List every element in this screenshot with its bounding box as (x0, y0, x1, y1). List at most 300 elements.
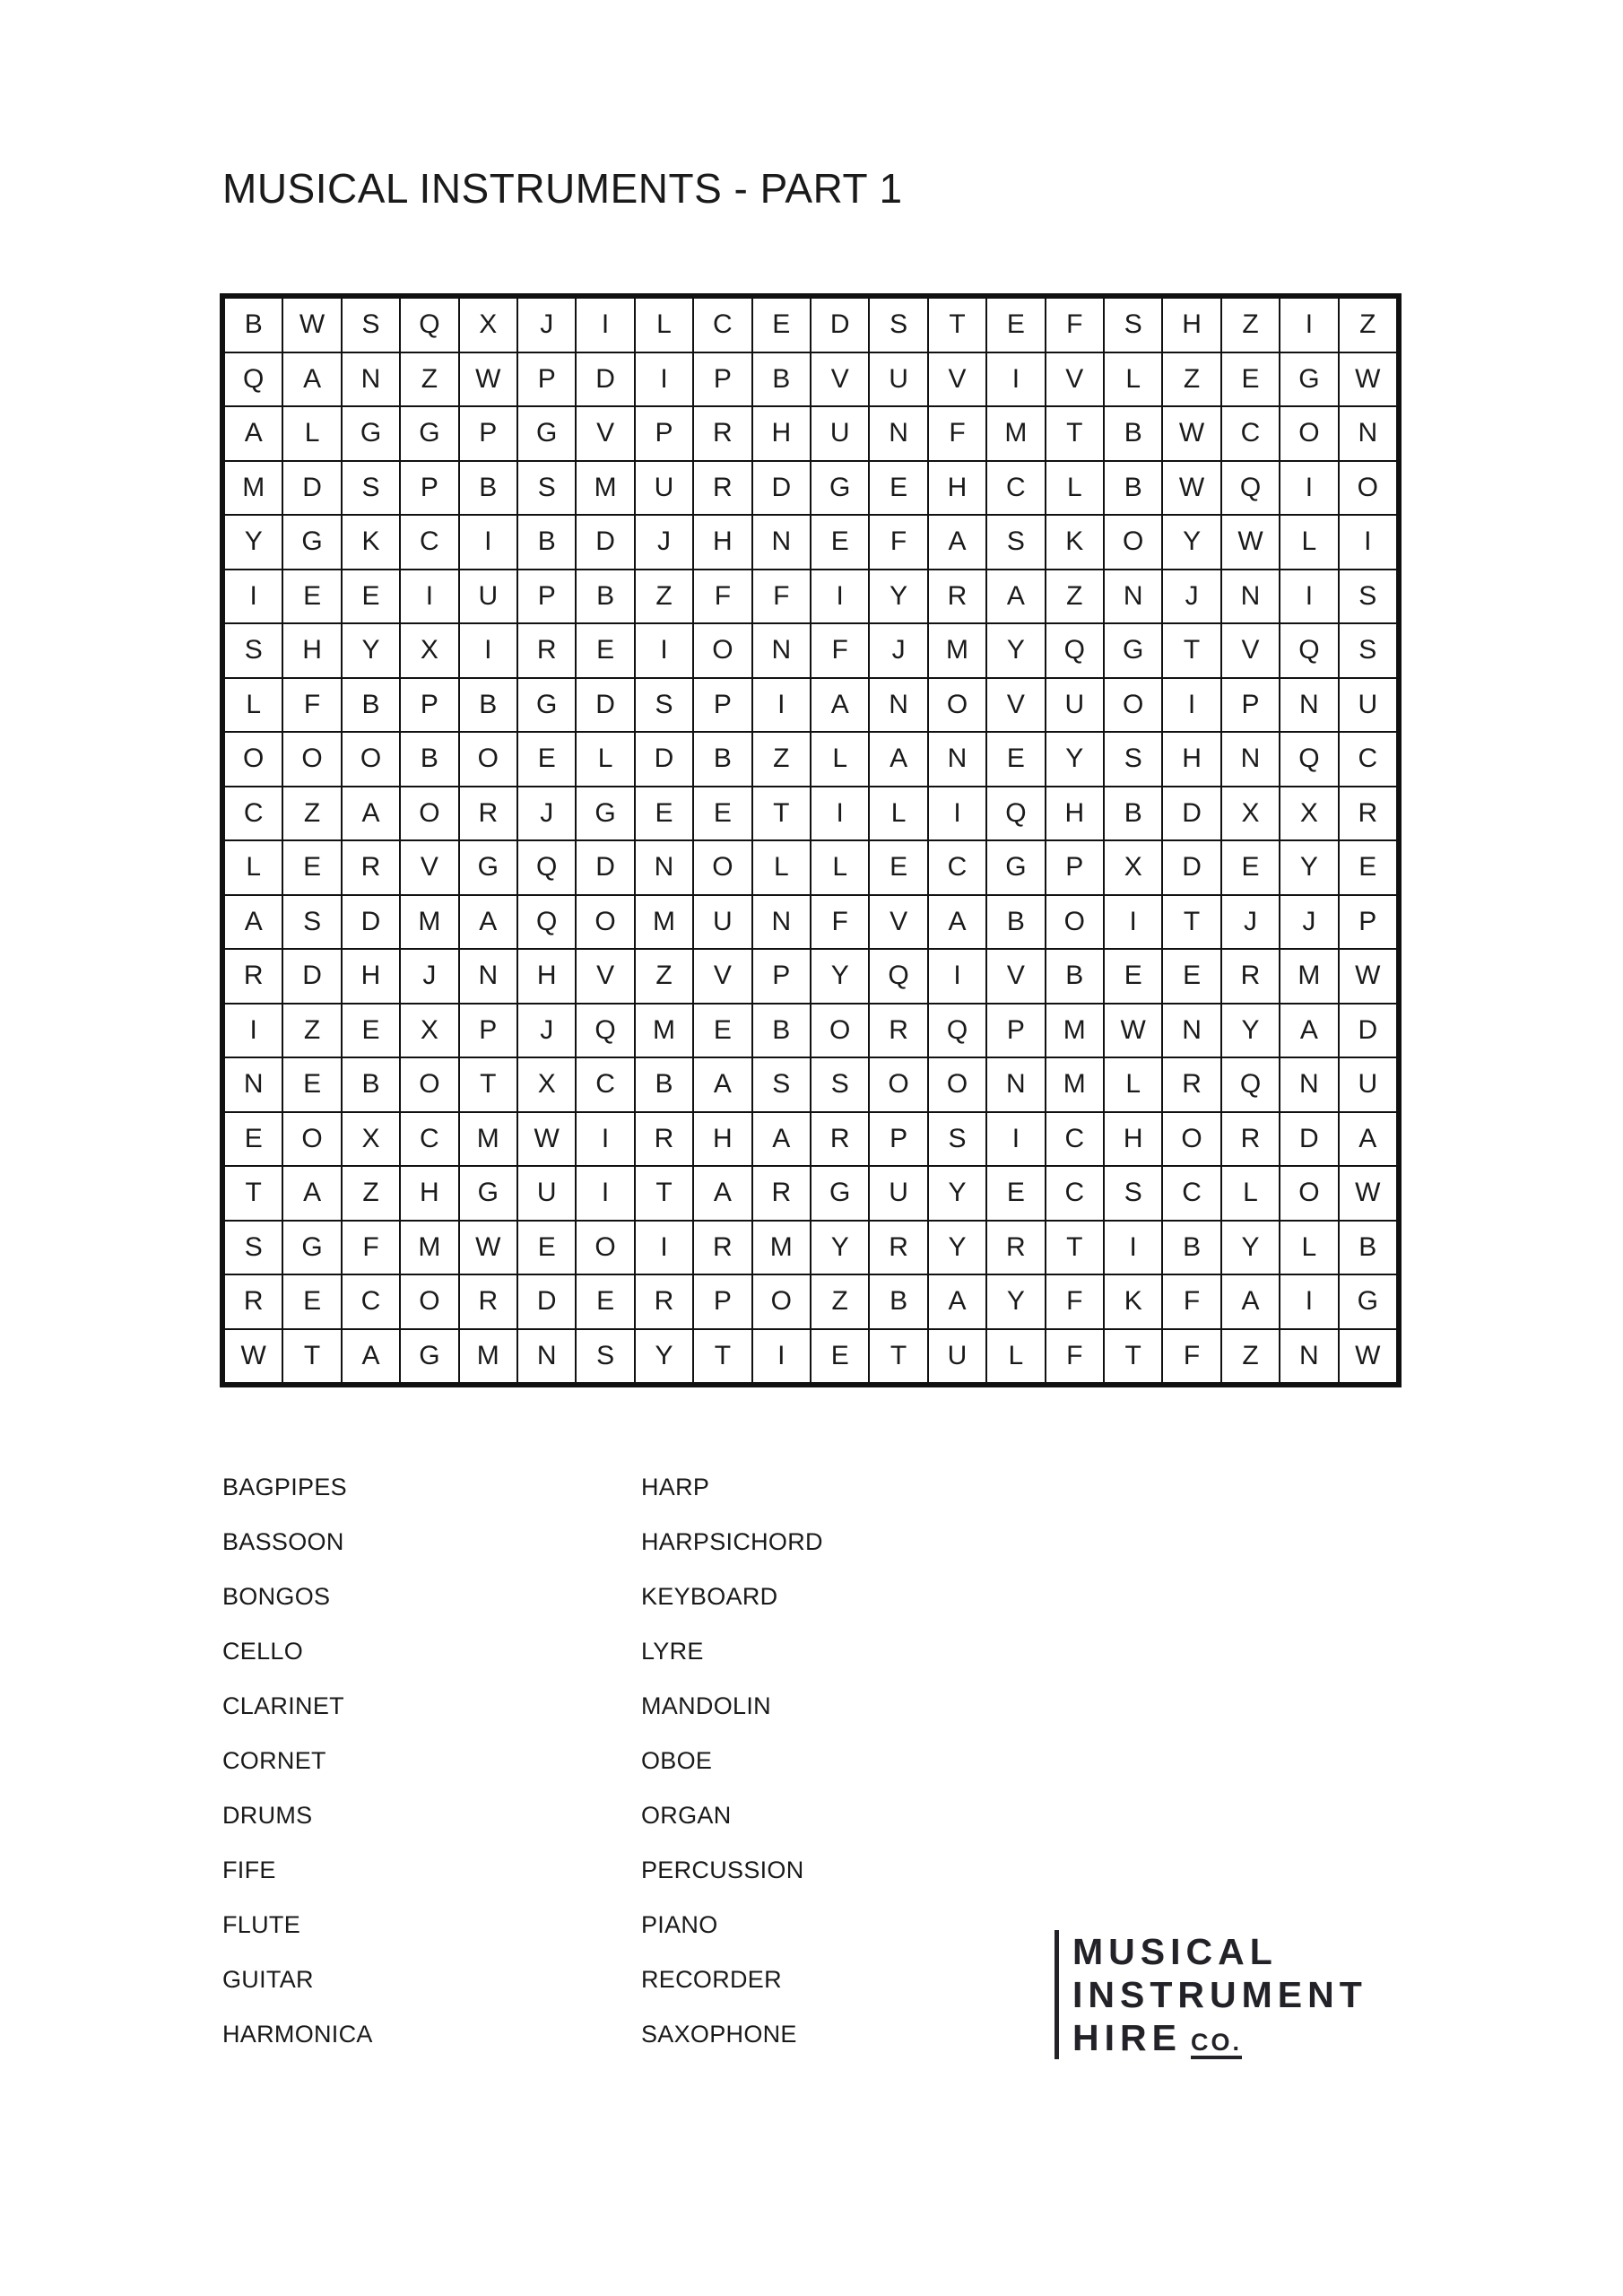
grid-cell: O (342, 732, 400, 787)
grid-cell: B (986, 895, 1045, 950)
grid-cell: I (811, 787, 869, 841)
grid-cell: X (459, 298, 517, 352)
grid-cell: A (342, 787, 400, 841)
grid-cell: G (811, 1166, 869, 1221)
grid-cell: M (928, 623, 986, 678)
grid-cell: H (693, 1112, 751, 1167)
grid-cell: L (224, 840, 282, 895)
grid-cell: W (1339, 352, 1397, 407)
grid-cell: M (1046, 1057, 1104, 1112)
grid-cell: R (1339, 787, 1397, 841)
grid-cell: L (752, 840, 811, 895)
grid-cell: D (1162, 787, 1220, 841)
grid-cell: O (400, 787, 458, 841)
grid-cell: A (752, 1112, 811, 1167)
grid-cell: U (811, 406, 869, 461)
grid-cell: O (282, 1112, 341, 1167)
grid-cell: P (400, 678, 458, 733)
grid-cell: Y (869, 570, 927, 624)
word-list-item: HARP (641, 1474, 710, 1500)
grid-cell: T (224, 1166, 282, 1221)
grid-cell: E (1339, 840, 1397, 895)
grid-cell: F (1162, 1329, 1220, 1384)
grid-cell: M (635, 895, 693, 950)
grid-cell: J (1162, 570, 1220, 624)
grid-cell: O (1162, 1112, 1220, 1167)
grid-cell: O (928, 678, 986, 733)
grid-cell: L (576, 732, 634, 787)
grid-cell: N (1280, 1329, 1338, 1384)
grid-cell: Q (400, 298, 458, 352)
grid-cell: B (869, 1274, 927, 1329)
grid-cell: C (342, 1274, 400, 1329)
grid-cell: T (282, 1329, 341, 1384)
grid-cell: W (1339, 1166, 1397, 1221)
grid-cell: N (342, 352, 400, 407)
grid-cell: Y (986, 623, 1045, 678)
grid-cell: E (811, 1329, 869, 1384)
word-list-item: CELLO (222, 1638, 304, 1665)
grid-cell: O (1104, 678, 1162, 733)
grid-cell: F (811, 895, 869, 950)
grid-cell: Q (869, 949, 927, 1004)
grid-cell: Y (1221, 1221, 1280, 1275)
grid-cell: E (752, 298, 811, 352)
grid-cell: B (635, 1057, 693, 1112)
grid-cell: Y (635, 1329, 693, 1384)
grid-cell: Z (1221, 298, 1280, 352)
grid-cell: I (986, 352, 1045, 407)
grid-cell: S (342, 461, 400, 516)
word-list-item: CLARINET (222, 1692, 344, 1719)
grid-cell: N (986, 1057, 1045, 1112)
grid-cell: G (459, 1166, 517, 1221)
grid-cell: B (517, 515, 576, 570)
grid-cell: C (693, 298, 751, 352)
grid-cell: U (1339, 678, 1397, 733)
grid-cell: L (1280, 515, 1338, 570)
grid-cell: V (811, 352, 869, 407)
word-list-left (222, 1460, 373, 2062)
grid-cell: U (869, 1166, 927, 1221)
logo-line-instrument: INSTRUMENT (1072, 1974, 1367, 2015)
grid-cell: J (1280, 895, 1338, 950)
grid-cell: P (459, 1004, 517, 1058)
grid-cell: N (869, 406, 927, 461)
grid-cell: S (928, 1112, 986, 1167)
grid-cell: J (517, 1004, 576, 1058)
grid-cell: H (1162, 732, 1220, 787)
grid-cell: X (1104, 840, 1162, 895)
grid-cell: I (635, 352, 693, 407)
grid-cell: O (752, 1274, 811, 1329)
page-title: MUSICAL INSTRUMENTS - PART 1 (222, 165, 903, 212)
grid-cell: C (1162, 1166, 1220, 1221)
grid-cell: H (1104, 1112, 1162, 1167)
grid-cell: A (282, 352, 341, 407)
grid-cell: J (869, 623, 927, 678)
grid-cell: L (811, 732, 869, 787)
grid-cell: Y (811, 949, 869, 1004)
grid-cell: W (1339, 1329, 1397, 1384)
grid-cell: Z (811, 1274, 869, 1329)
grid-cell: E (576, 623, 634, 678)
grid-cell: M (224, 461, 282, 516)
word-list-item: PERCUSSION (641, 1857, 804, 1883)
grid-cell: R (459, 787, 517, 841)
grid-cell: F (752, 570, 811, 624)
grid-cell: W (224, 1329, 282, 1384)
grid-cell: Q (576, 1004, 634, 1058)
grid-cell: T (1046, 406, 1104, 461)
grid-cell: N (1280, 1057, 1338, 1112)
grid-cell: N (1280, 678, 1338, 733)
grid-cell: E (811, 515, 869, 570)
grid-cell: G (282, 515, 341, 570)
grid-cell: N (1162, 1004, 1220, 1058)
grid-cell: P (1046, 840, 1104, 895)
grid-cell: I (635, 623, 693, 678)
grid-cell: R (986, 1221, 1045, 1275)
grid-cell: C (1046, 1112, 1104, 1167)
grid-cell: R (459, 1274, 517, 1329)
grid-cell: E (986, 1166, 1045, 1221)
grid-cell: S (517, 461, 576, 516)
grid-cell: I (752, 1329, 811, 1384)
grid-cell: O (400, 1057, 458, 1112)
grid-cell: M (1046, 1004, 1104, 1058)
grid-cell: D (635, 732, 693, 787)
grid-cell: R (224, 1274, 282, 1329)
grid-cell: C (400, 515, 458, 570)
word-list-item: PIANO (641, 1911, 718, 1938)
grid-cell: F (869, 515, 927, 570)
grid-cell: A (224, 406, 282, 461)
word-list-item: SAXOPHONE (641, 2021, 797, 2048)
grid-cell: V (1046, 352, 1104, 407)
grid-cell: W (459, 352, 517, 407)
grid-cell: S (576, 1329, 634, 1384)
grid-cell: V (928, 352, 986, 407)
grid-cell: P (693, 1274, 751, 1329)
grid-cell: P (1221, 678, 1280, 733)
grid-cell: Y (1280, 840, 1338, 895)
grid-cell: P (517, 570, 576, 624)
grid-cell: E (576, 1274, 634, 1329)
logo (1055, 1930, 1367, 2059)
grid-cell: I (1162, 678, 1220, 733)
grid-cell: I (576, 298, 634, 352)
grid-cell: I (1339, 515, 1397, 570)
grid-cell: U (693, 895, 751, 950)
grid-cell: B (400, 732, 458, 787)
grid-cell: A (928, 895, 986, 950)
grid-cell: I (576, 1112, 634, 1167)
grid-cell: I (752, 678, 811, 733)
grid-cell: S (1104, 1166, 1162, 1221)
grid-cell: E (869, 840, 927, 895)
logo-line-musical: MUSICAL (1072, 1931, 1278, 1972)
grid-cell: O (1046, 895, 1104, 950)
grid-cell: T (1046, 1221, 1104, 1275)
grid-cell: R (1221, 949, 1280, 1004)
word-list-right (641, 1460, 823, 2062)
grid-cell: U (928, 1329, 986, 1384)
grid-cell: R (928, 570, 986, 624)
grid-cell: Q (1221, 461, 1280, 516)
grid-cell: V (869, 895, 927, 950)
grid-cell: Y (811, 1221, 869, 1275)
grid-cell: Z (635, 570, 693, 624)
grid-cell: K (1104, 1274, 1162, 1329)
grid-cell: B (459, 678, 517, 733)
grid-cell: F (693, 570, 751, 624)
grid-cell: E (517, 1221, 576, 1275)
grid-cell: Z (1046, 570, 1104, 624)
grid-cell: H (342, 949, 400, 1004)
grid-cell: C (400, 1112, 458, 1167)
word-list-item: CORNET (222, 1747, 326, 1774)
grid-cell: S (811, 1057, 869, 1112)
grid-cell: F (1162, 1274, 1220, 1329)
grid-cell: E (869, 461, 927, 516)
grid-cell: G (811, 461, 869, 516)
grid-cell: Z (282, 787, 341, 841)
grid-cell: W (1104, 1004, 1162, 1058)
word-list-item: MANDOLIN (641, 1692, 771, 1719)
grid-cell: O (811, 1004, 869, 1058)
grid-cell: I (1280, 1274, 1338, 1329)
grid-cell: Z (635, 949, 693, 1004)
grid-cell: E (282, 570, 341, 624)
grid-cell: F (1046, 1274, 1104, 1329)
grid-cell: S (1339, 570, 1397, 624)
grid-cell: R (635, 1274, 693, 1329)
grid-cell: M (635, 1004, 693, 1058)
grid-cell: M (1280, 949, 1338, 1004)
grid-cell: D (576, 515, 634, 570)
grid-cell: L (869, 787, 927, 841)
grid-cell: T (1104, 1329, 1162, 1384)
grid-cell: I (928, 949, 986, 1004)
grid-cell: A (1280, 1004, 1338, 1058)
grid-cell: I (224, 1004, 282, 1058)
grid-cell: P (1339, 895, 1397, 950)
grid-cell: L (1280, 1221, 1338, 1275)
grid-cell: S (342, 298, 400, 352)
grid-cell: L (1104, 1057, 1162, 1112)
grid-cell: E (342, 570, 400, 624)
grid-cell: Y (928, 1221, 986, 1275)
grid-cell: A (1339, 1112, 1397, 1167)
grid-cell: O (1104, 515, 1162, 570)
grid-cell: L (986, 1329, 1045, 1384)
grid-cell: I (986, 1112, 1045, 1167)
grid-cell: C (576, 1057, 634, 1112)
grid-cell: A (693, 1057, 751, 1112)
grid-cell: Y (1162, 515, 1220, 570)
grid-cell: E (282, 840, 341, 895)
grid-cell: A (282, 1166, 341, 1221)
grid-cell: O (1280, 406, 1338, 461)
grid-cell: R (693, 461, 751, 516)
grid-cell: N (224, 1057, 282, 1112)
grid-cell: N (459, 949, 517, 1004)
grid-cell: M (752, 1221, 811, 1275)
grid-cell: E (282, 1057, 341, 1112)
grid-cell: V (1221, 623, 1280, 678)
grid-cell: Q (517, 840, 576, 895)
grid-cell: W (1339, 949, 1397, 1004)
grid-cell: E (1104, 949, 1162, 1004)
grid-cell: I (1280, 298, 1338, 352)
grid-cell: I (928, 787, 986, 841)
grid-cell: K (342, 515, 400, 570)
grid-cell: Z (1221, 1329, 1280, 1384)
word-list-item: HARMONICA (222, 2021, 373, 2048)
grid-cell: B (1104, 406, 1162, 461)
grid-cell: B (342, 678, 400, 733)
grid-cell: D (576, 678, 634, 733)
grid-cell: G (517, 406, 576, 461)
grid-cell: P (693, 678, 751, 733)
grid-cell: D (517, 1274, 576, 1329)
grid-cell: A (224, 895, 282, 950)
grid-cell: F (282, 678, 341, 733)
grid-cell: V (576, 406, 634, 461)
grid-cell: D (811, 298, 869, 352)
grid-cell: G (1280, 352, 1338, 407)
grid-cell: P (517, 352, 576, 407)
grid-cell: B (1046, 949, 1104, 1004)
grid-cell: G (342, 406, 400, 461)
grid-cell: V (986, 678, 1045, 733)
grid-cell: O (459, 732, 517, 787)
grid-cell: H (282, 623, 341, 678)
grid-cell: O (693, 623, 751, 678)
grid-cell: I (1280, 461, 1338, 516)
grid-cell: E (282, 1274, 341, 1329)
grid-cell: B (1162, 1221, 1220, 1275)
grid-cell: Z (1339, 298, 1397, 352)
grid-cell: O (869, 1057, 927, 1112)
grid-cell: I (1104, 895, 1162, 950)
grid-cell: T (459, 1057, 517, 1112)
grid-cell: I (459, 515, 517, 570)
grid-cell: B (342, 1057, 400, 1112)
grid-cell: E (1221, 352, 1280, 407)
grid-cell: S (635, 678, 693, 733)
word-list-item: ORGAN (641, 1802, 732, 1829)
grid-cell: O (693, 840, 751, 895)
grid-cell: B (576, 570, 634, 624)
grid-cell: L (282, 406, 341, 461)
grid-cell: C (1046, 1166, 1104, 1221)
grid-cell: P (635, 406, 693, 461)
grid-cell: O (576, 895, 634, 950)
word-search-grid (220, 293, 1402, 1387)
grid-cell: L (1046, 461, 1104, 516)
grid-cell: L (635, 298, 693, 352)
grid-cell: P (459, 406, 517, 461)
grid-cell: Z (400, 352, 458, 407)
word-list-item: BONGOS (222, 1583, 331, 1610)
grid-cell: Q (928, 1004, 986, 1058)
grid-cell: T (635, 1166, 693, 1221)
grid-cell: W (517, 1112, 576, 1167)
grid-cell: C (928, 840, 986, 895)
grid-cell: K (1046, 515, 1104, 570)
logo-co-suffix: CO. (1191, 2029, 1242, 2059)
grid-cell: V (693, 949, 751, 1004)
grid-cell: D (576, 352, 634, 407)
grid-cell: H (400, 1166, 458, 1221)
grid-cell: T (928, 298, 986, 352)
grid-cell: L (811, 840, 869, 895)
grid-cell: R (635, 1112, 693, 1167)
grid-cell: N (752, 515, 811, 570)
word-list-item: BASSOON (222, 1528, 344, 1555)
grid-cell: D (576, 840, 634, 895)
grid-cell: E (693, 787, 751, 841)
grid-cell: J (517, 298, 576, 352)
word-list-item: RECORDER (641, 1966, 782, 1993)
grid-cell: Y (224, 515, 282, 570)
grid-cell: E (342, 1004, 400, 1058)
grid-cell: X (400, 623, 458, 678)
grid-cell: S (1104, 298, 1162, 352)
grid-cell: U (517, 1166, 576, 1221)
grid-cell: Y (928, 1166, 986, 1221)
grid-cell: I (635, 1221, 693, 1275)
grid-cell: J (517, 787, 576, 841)
grid-cell: G (517, 678, 576, 733)
grid-cell: M (576, 461, 634, 516)
grid-cell: S (752, 1057, 811, 1112)
grid-cell: A (986, 570, 1045, 624)
grid-cell: A (928, 515, 986, 570)
grid-cell: E (986, 298, 1045, 352)
grid-cell: P (752, 949, 811, 1004)
grid-cell: M (986, 406, 1045, 461)
grid-cell: E (693, 1004, 751, 1058)
grid-cell: X (342, 1112, 400, 1167)
grid-cell: A (869, 732, 927, 787)
grid-cell: R (1162, 1057, 1220, 1112)
grid-cell: R (693, 1221, 751, 1275)
grid-cell: H (517, 949, 576, 1004)
grid-cell: X (517, 1057, 576, 1112)
grid-cell: Y (986, 1274, 1045, 1329)
grid-cell: E (224, 1112, 282, 1167)
grid-cell: A (342, 1329, 400, 1384)
grid-cell: T (752, 787, 811, 841)
grid-cell: N (517, 1329, 576, 1384)
grid-cell: N (1221, 732, 1280, 787)
grid-cell: S (1104, 732, 1162, 787)
grid-cell: M (459, 1112, 517, 1167)
word-list-item: BAGPIPES (222, 1474, 347, 1500)
grid-cell: B (1104, 787, 1162, 841)
grid-cell: O (928, 1057, 986, 1112)
grid-cell: Q (224, 352, 282, 407)
grid-cell: O (224, 732, 282, 787)
grid-cell: T (693, 1329, 751, 1384)
grid-cell: D (282, 949, 341, 1004)
grid-cell: Q (1046, 623, 1104, 678)
grid-cell: Q (517, 895, 576, 950)
grid-cell: V (986, 949, 1045, 1004)
